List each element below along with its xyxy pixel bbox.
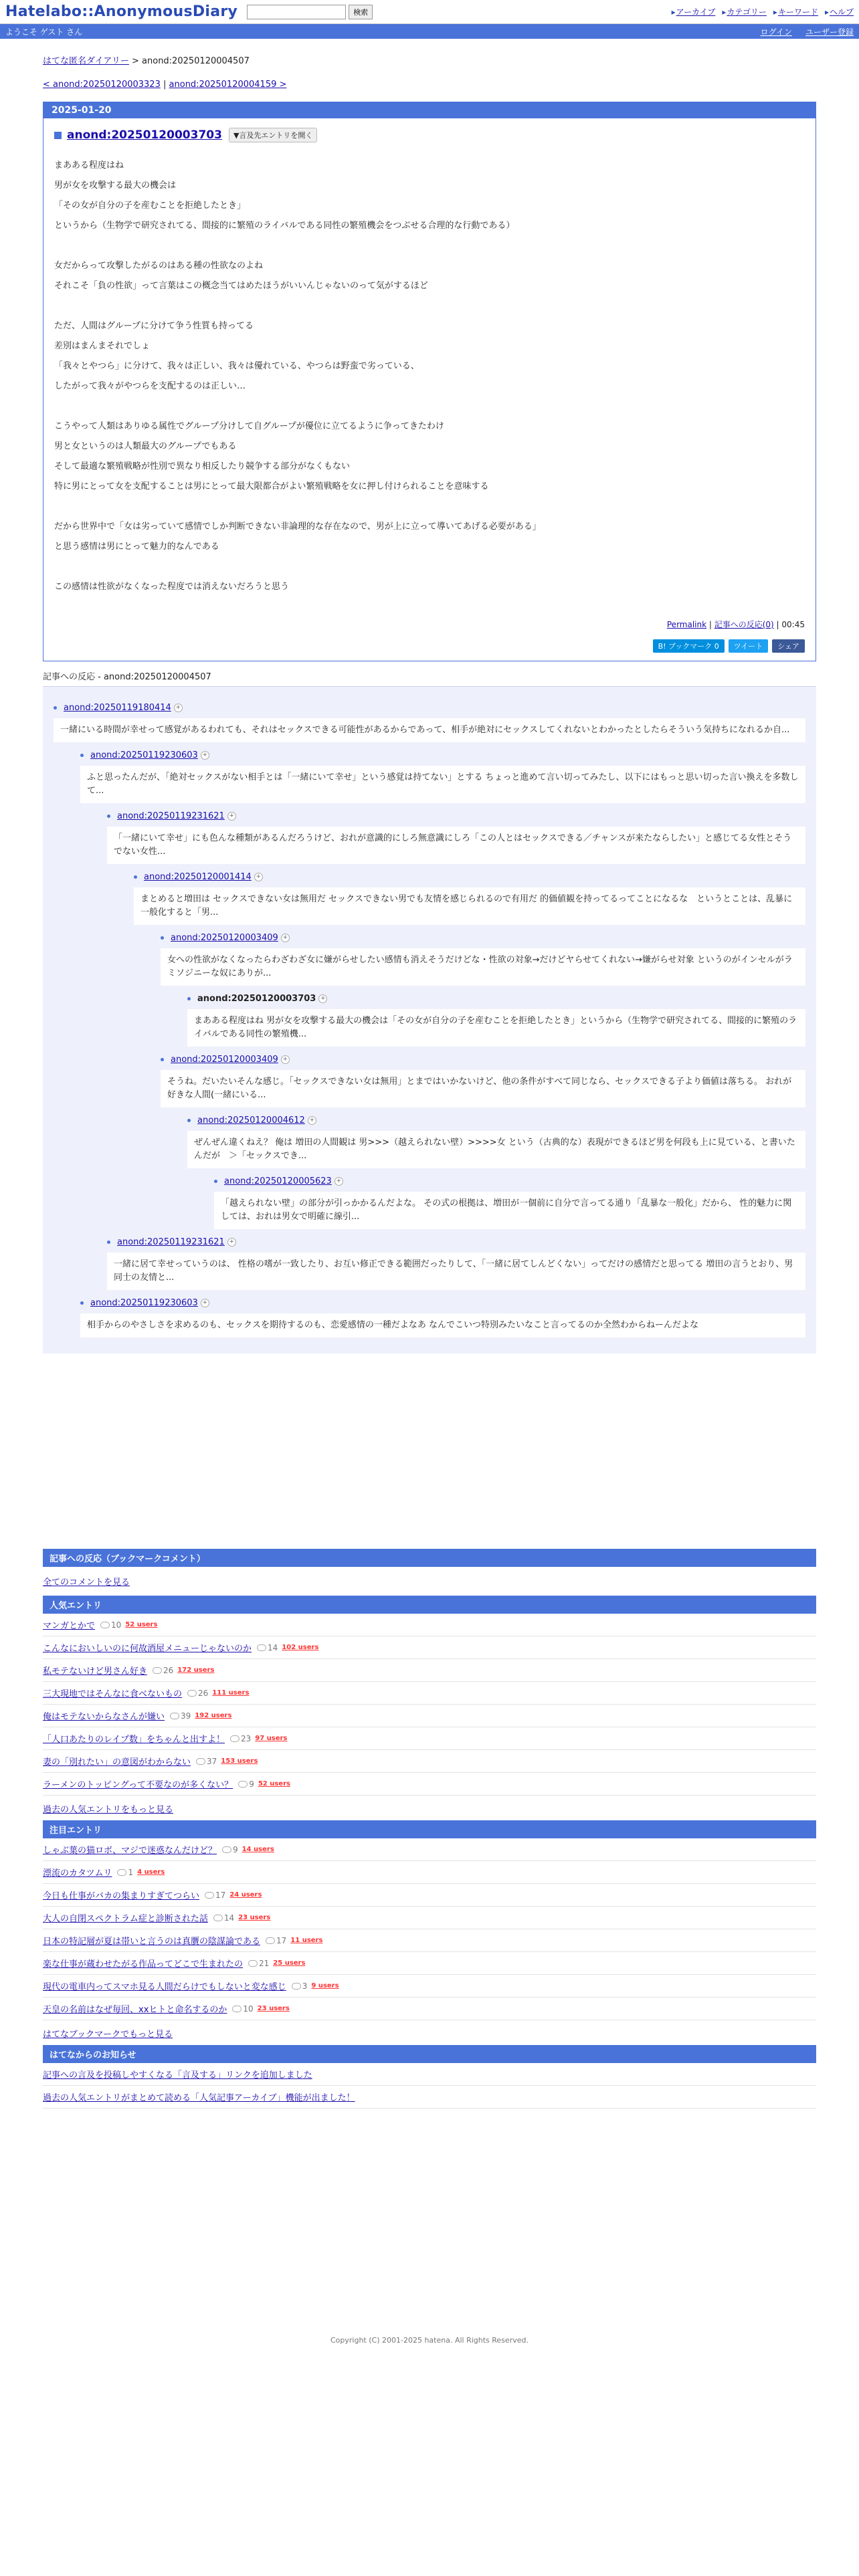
entry-date: 2025-01-20 <box>43 102 816 118</box>
footer: Copyright (C) 2001-2025 hatena. All Rights Reserved. <box>330 2336 529 2345</box>
nav-keyword[interactable]: ▸ キーワード <box>773 6 818 17</box>
hatena-bookmark-button[interactable]: B! ブックマーク 0 <box>653 639 725 653</box>
reaction-excerpt: ふと思ったんだが、「絶対セックスがない相手とは「一緒にいて幸せ」という感覚は持てない」とする ちょっと進めて言い切ってみたし、以下にはもっと思い切った言い換えを多数して... <box>80 766 805 803</box>
entry-link[interactable]: こんなにおいしいのに何故酒屋メニューじゃないのか <box>43 1644 252 1654</box>
open-reference-button[interactable]: ▼言及先エントリを開く <box>229 128 317 142</box>
comment-count <box>205 1891 225 1900</box>
bullet-icon <box>54 706 57 710</box>
reaction-excerpt: 「一緒にいて幸せ」にも色んな種類があるんだろうけど、おれが意識的にしろ無意識にしろ「この人とはセックスできる／チャンスが来たならしたい」と感じてる女性とそうでない女性... <box>107 827 805 864</box>
entry-line: というから（生物学で研究されてる、間接的に繁殖のライバルである同性の繁殖機会をつぶせる合理的な行動である） <box>54 221 515 231</box>
header-nav <box>672 6 854 17</box>
bullet-icon <box>214 1180 217 1183</box>
entry-link[interactable]: 私モテないけど男さん好き <box>43 1667 148 1677</box>
comment-icon <box>205 1892 214 1899</box>
comment-icon <box>238 1781 248 1788</box>
bullet-icon <box>80 1301 84 1305</box>
main-content <box>43 53 816 2472</box>
list-item <box>43 1659 816 1682</box>
expand-icon[interactable]: + <box>281 1055 290 1064</box>
welcome-text: ようこそ ゲスト さん <box>5 27 83 37</box>
popular-title: 人気エントリ <box>43 1596 816 1614</box>
entry-link[interactable]: 俺はモテないからなさんが嫌い <box>43 1712 165 1722</box>
reactions-tree <box>43 687 816 1354</box>
search-input[interactable] <box>247 5 346 19</box>
entry-box <box>43 102 816 661</box>
entry-line <box>54 557 805 577</box>
entry-link[interactable]: 「人口あたりのレイプ数」をちゃんと出すよ！ <box>43 1735 225 1745</box>
comment-number: 9 <box>249 1779 254 1789</box>
comment-icon <box>100 1622 110 1628</box>
list-item <box>43 1750 816 1773</box>
permalink[interactable]: Permalink <box>666 620 707 629</box>
bullet-icon <box>161 1058 164 1061</box>
expand-icon[interactable]: + <box>174 704 183 712</box>
comment-count <box>196 1757 217 1766</box>
register-link[interactable]: ユーザー登録 <box>805 27 854 37</box>
list-item <box>43 1952 816 1975</box>
expand-icon[interactable]: + <box>227 812 236 821</box>
list-item <box>43 1998 816 2020</box>
comment-number: 39 <box>181 1711 191 1721</box>
entry-line <box>54 296 805 316</box>
reaction-link[interactable]: anond:20250120004612 <box>197 1115 305 1125</box>
comment-icon <box>153 1667 162 1674</box>
comment-count <box>153 1666 173 1675</box>
reaction-node <box>161 933 805 986</box>
users-badge[interactable]: 11 users <box>290 1937 323 1944</box>
reaction-node <box>187 1115 805 1168</box>
entry-line: 「その女が自分の子を産むことを拒絶したとき」 <box>54 201 246 211</box>
bullet-icon <box>161 936 164 940</box>
comment-icon <box>266 1937 275 1944</box>
users-badge[interactable]: 153 users <box>221 1757 258 1765</box>
prev-next-sep: | <box>163 80 167 90</box>
entry-line: それこそ「負の性欲」って言葉はこの概念当てはめたほうがいいんじゃないのって気がするほど <box>54 281 428 291</box>
entry-meta: Permalink | 記事への反応(0) | 00:45 <box>666 620 805 629</box>
nav-category[interactable]: ▸ カテゴリー <box>722 6 767 17</box>
entry-link[interactable]: 現代の電車内ってスマホ見る人間だらけでもしないと変な感じ <box>43 1982 286 1992</box>
comment-number: 14 <box>268 1642 278 1652</box>
expand-icon[interactable]: + <box>254 873 263 881</box>
comment-icon <box>187 1690 197 1697</box>
users-badge[interactable]: 52 users <box>258 1780 290 1788</box>
reaction-node <box>107 1237 805 1290</box>
list-item <box>43 1773 816 1796</box>
comment-number: 1 <box>128 1867 134 1877</box>
entry-line <box>54 236 805 256</box>
comment-number: 23 <box>240 1733 252 1743</box>
entry-line: まあある程度はね <box>54 160 124 171</box>
list-item <box>43 1861 816 1884</box>
reaction-head <box>107 811 805 821</box>
login-link[interactable]: ログイン <box>760 27 792 37</box>
reactions-link[interactable]: 記事への反応(0) <box>714 620 774 629</box>
featured-title: 注目エントリ <box>43 1820 816 1838</box>
comment-count <box>266 1936 286 1945</box>
popular-more-link[interactable]: 過去の人気エントリをもっと見る <box>43 1805 174 1815</box>
reaction-link[interactable]: anond:20250119230603 <box>90 750 198 760</box>
reaction-head <box>187 994 805 1004</box>
entry-link[interactable]: マンガとかで <box>43 1621 96 1631</box>
reaction-head <box>134 872 805 882</box>
breadcrumb-current: anond:20250120004507 <box>142 56 250 66</box>
share-row <box>54 639 805 653</box>
notice-list <box>43 2063 816 2109</box>
entry-link[interactable]: 大人の自閉スペクトラム症と診断された話 <box>43 1914 208 1924</box>
comment-count <box>238 1780 254 1789</box>
comment-number: 14 <box>223 1913 235 1923</box>
entry-link[interactable]: 三大現地ではそんなに食べないもの <box>43 1689 183 1699</box>
list-item <box>43 1682 816 1705</box>
reaction-link[interactable]: anond:20250119230603 <box>90 1298 198 1308</box>
entry-link[interactable]: 日本の特記層が夏は帯いと言うのは真贋の陰謀論である <box>43 1937 261 1947</box>
reaction-node <box>107 811 805 864</box>
entry-line: 「我々とやつら」に分けて、我々は正しい、我々は優れている、やつらは野蛮で劣っている、 <box>54 361 419 371</box>
list-item <box>43 1705 816 1727</box>
comment-number: 26 <box>198 1688 209 1698</box>
reaction-excerpt: ぜんぜん違くねえ？ 俺は 増田の人間観は 男>>>（越えられない壁）>>>>女 という（古典的な）表現ができるほど男を何段も上に見ている、と書いたんだが ＞「セックスでき... <box>187 1131 805 1168</box>
comment-count <box>257 1643 278 1652</box>
featured-list <box>43 1838 816 2020</box>
reaction-node <box>54 703 805 742</box>
comment-icon <box>222 1846 231 1853</box>
next-entry-link[interactable]: anond:20250120004159 > <box>169 80 287 90</box>
comment-count <box>100 1620 121 1630</box>
expand-icon[interactable]: + <box>227 1238 236 1247</box>
comment-icon <box>196 1758 205 1765</box>
notice-title: はてなからのお知らせ <box>43 2045 816 2063</box>
expand-icon[interactable]: + <box>308 1116 316 1125</box>
entry-line: と思う感情は男にとって魅力的なんである <box>54 542 219 552</box>
expand-icon[interactable]: + <box>318 994 327 1003</box>
expand-icon[interactable]: + <box>201 1299 209 1307</box>
list-item <box>43 1727 816 1750</box>
reaction-link[interactable]: anond:20250119231621 <box>117 1237 225 1247</box>
entry-line <box>54 497 805 517</box>
featured-more-link[interactable]: はてなブックマークでもっと見る <box>43 2030 173 2040</box>
entry-line: ただ、人間はグループに分けて争う性質も持ってる <box>54 321 254 331</box>
comment-count <box>292 1981 308 1991</box>
reaction-head <box>107 1237 805 1247</box>
reaction-head <box>214 1176 805 1186</box>
list-item <box>43 1929 816 1952</box>
expand-icon[interactable]: + <box>201 751 209 760</box>
reaction-excerpt: そうね。だいたいそんな感じ。「セックスできない女は無用」とまではいかないけど、他の条件がすべて同じなら、セックスできる子より価値は落ちる。 おれが好きな人間(一緒にいる... <box>161 1070 805 1107</box>
comment-icon <box>230 1735 240 1742</box>
comment-number: 17 <box>215 1890 226 1900</box>
welcome-bar <box>0 24 859 39</box>
users-badge[interactable]: 111 users <box>212 1689 250 1697</box>
list-item <box>43 1975 816 1998</box>
users-badge[interactable]: 14 users <box>242 1846 274 1853</box>
comment-icon <box>170 1713 179 1719</box>
comment-count <box>213 1913 234 1923</box>
entry-line: 差別はまんまそれでしょ <box>54 341 151 351</box>
entry-title-row <box>54 128 805 142</box>
comment-count <box>232 2004 253 2014</box>
comment-number: 26 <box>163 1665 174 1675</box>
bullet-icon <box>134 875 137 879</box>
comment-icon <box>213 1915 223 1921</box>
reaction-node <box>134 872 805 925</box>
notice-link[interactable]: 過去の人気エントリがまとめて読める「人気記事アーカイブ」機能が出ました！ <box>43 2093 355 2103</box>
entry-link[interactable]: ラーメンのトッピングって不要なのが多くない？ <box>43 1780 233 1790</box>
reaction-node <box>161 1055 805 1107</box>
comment-icon <box>292 1983 301 1990</box>
reaction-head <box>161 933 805 943</box>
users-badge[interactable]: 97 users <box>255 1735 288 1742</box>
users-badge[interactable]: 9 users <box>311 1982 339 1990</box>
comment-count <box>222 1845 238 1854</box>
comment-count <box>187 1689 208 1698</box>
breadcrumb-sep: > <box>131 56 139 66</box>
prev-entry-link[interactable]: < anond:20250120003323 <box>43 80 161 90</box>
comment-number: 17 <box>276 1935 287 1945</box>
expand-icon[interactable]: + <box>335 1177 343 1186</box>
bullet-icon <box>187 1119 191 1122</box>
users-badge[interactable]: 192 users <box>195 1712 232 1719</box>
comment-count <box>117 1868 133 1877</box>
bullet-icon <box>107 1241 110 1244</box>
reaction-excerpt: まとめると増田は セックスできない女は無用だ セックスできない男でも友情を感じられるので有用だ 的価値観を持ってるってことになるな というとことは、乱暴に一般化すると「男... <box>134 887 805 925</box>
reaction-head <box>80 1298 805 1308</box>
reaction-head <box>187 1115 805 1125</box>
all-comments-link[interactable]: 全てのコメントを見る <box>43 1578 130 1588</box>
entry-link[interactable]: 楽な仕事が蔵わせたがる作品ってどこで生まれたの <box>43 1959 244 1969</box>
reaction-head <box>80 750 805 760</box>
facebook-share-button[interactable]: シェア <box>772 639 805 653</box>
list-item <box>43 1636 816 1659</box>
reaction-link[interactable]: anond:20250119231621 <box>117 811 225 821</box>
reaction-excerpt: 一緒にいる時間が幸せって感覚があるわれても、それはセックスできる可能性があるからであって、相手が絶対にセックスしてくれないとわかったとしたらそういう気持ちになれるか自... <box>54 718 805 742</box>
comment-number: 37 <box>207 1756 217 1766</box>
entry-line: 男が女を攻撃する最大の機会は <box>54 181 177 191</box>
entry-time: 00:45 <box>781 620 805 629</box>
entry-line: 女だからって攻撃したがるのはある種の性欲なのよね <box>54 261 264 271</box>
site-logo[interactable]: Hatelabo::AnonymousDiary <box>5 3 238 20</box>
reaction-node <box>80 750 805 803</box>
comment-number: 3 <box>302 1981 308 1991</box>
list-item <box>43 1614 816 1636</box>
bookmark-section-title: 記事への反応（ブックマークコメント） <box>43 1549 816 1567</box>
comment-count <box>170 1711 191 1721</box>
breadcrumb <box>43 53 816 66</box>
reaction-excerpt: 一緒に居て幸せっていうのは、 性格の嗜が一致したり、お互い修正できる範囲だったりして、「一緒に居てしんどくない」ってだけの感情だと思ってる 増田の言うとおり、男同士の友情と... <box>107 1253 805 1290</box>
comment-number: 9 <box>233 1844 238 1854</box>
comment-icon <box>257 1644 266 1651</box>
search-button[interactable]: 検索 <box>349 5 373 19</box>
entry-line: 特に男にとって女を支配することは男にとって最大限都合がよい繁殖戦略を女に押し付けられることを意味する <box>54 481 489 492</box>
list-item <box>43 1838 816 1861</box>
comment-number: 10 <box>243 2004 254 2014</box>
reaction-head <box>161 1055 805 1065</box>
entry-link[interactable]: 天皇の名前はなぜ毎回、xxヒトと命名するのか <box>43 2005 227 2015</box>
notice-item <box>43 2063 816 2086</box>
entry-line: 男と女というのは人類最大のグループでもある <box>54 441 237 451</box>
bullet-icon <box>107 815 110 818</box>
comment-number: 21 <box>259 1958 270 1968</box>
users-badge[interactable]: 23 users <box>238 1914 271 1921</box>
expand-icon[interactable]: + <box>281 934 290 942</box>
list-item <box>43 1884 816 1907</box>
users-badge[interactable]: 52 users <box>125 1621 158 1628</box>
reaction-link[interactable]: anond:20250120003409 <box>171 1055 278 1065</box>
reaction-link[interactable]: anond:20250119180414 <box>64 703 171 713</box>
nav-archive[interactable]: ▸ アーカイブ <box>672 6 716 17</box>
entry-title[interactable]: anond:20250120003703 <box>67 128 222 142</box>
users-badge[interactable]: 102 users <box>282 1644 319 1651</box>
comment-icon <box>232 2006 242 2012</box>
list-item <box>43 1907 816 1929</box>
entry-link[interactable]: 漂流のカタツムリ <box>43 1868 112 1879</box>
users-badge[interactable]: 25 users <box>273 1959 306 1967</box>
entry-link[interactable]: しゃぶ葉の猫ロボ、マジで迷惑なんだけど？ <box>43 1846 217 1856</box>
reaction-excerpt: 女への性欲がなくなったらわざわざ女に嫌がらせしたい感情も消えそうだけどな・性欲の対象→だけどヤらせてくれない→嫌がらせ対象 というのがインセルがラミソジニーな奴にありが... <box>161 948 805 986</box>
reaction-excerpt: まあある程度はね 男が女を攻撃する最大の機会は「その女が自分の子を産むことを拒絶したとき」というから（生物学で研究されてる、間接的に繁殖のライバルである同性の繁殖機... <box>187 1009 805 1047</box>
square-icon <box>54 132 62 139</box>
reaction-excerpt: 「越えられない壁」の部分が引っかかるんだよな。 その式の根拠は、増田が一個前に自分で言ってる通り「乱暴な一般化」だから、 性的魅力に関しては、おれは男女で明確に線引... <box>214 1192 805 1229</box>
nav-help[interactable]: ▸ ヘルプ <box>825 6 854 17</box>
entry-text <box>54 156 805 597</box>
header <box>0 0 859 24</box>
entry-line: したがって我々がやつらを支配するのは正しい… <box>54 381 246 391</box>
entry-line: こうやって人類はありゆる属性でグループ分けして自グループが優位に立てるように争ってきたわけ <box>54 421 444 431</box>
comment-count <box>248 1959 269 1968</box>
comment-icon <box>117 1869 126 1876</box>
reaction-link[interactable]: anond:20250120001414 <box>144 872 252 882</box>
users-badge[interactable]: 23 users <box>257 2005 290 2012</box>
breadcrumb-home[interactable]: はてな匿名ダイアリー <box>43 56 129 66</box>
entry-line: そして最適な繁殖戦略が性別で異なり相反したり競争する部分がなくもない <box>54 461 351 471</box>
reaction-link: anond:20250120003703 <box>197 994 316 1004</box>
bullet-icon <box>187 997 191 1000</box>
notice-item <box>43 2086 816 2109</box>
users-badge[interactable]: 172 users <box>177 1667 215 1674</box>
reaction-head <box>54 703 805 713</box>
prev-next-nav <box>43 80 816 90</box>
tweet-button[interactable]: ツイート <box>729 639 768 653</box>
entry-line <box>54 397 805 417</box>
reaction-excerpt: 相手からのやさしさを求めるのも、セックスを期待するのも、恋愛感情の一種だよなあ なんでこいつ特別みたいなこと言ってるのか全然わからねーんだよな <box>80 1313 805 1337</box>
users-badge[interactable]: 24 users <box>229 1891 262 1899</box>
bullet-icon <box>80 754 84 757</box>
popular-list <box>43 1614 816 1796</box>
reaction-node <box>187 994 805 1047</box>
reaction-node <box>80 1298 805 1337</box>
entry-link[interactable]: 妻の「別れたい」の意図がわからない <box>43 1757 191 1767</box>
reaction-link[interactable]: anond:20250120003409 <box>171 933 278 943</box>
reactions-title: 記事への反応 - anond:20250120004507 <box>43 669 816 687</box>
entry-line: この感情は性欲がなくなった程度では消えないだろうと思う <box>54 582 290 592</box>
entry-link[interactable]: 今日も仕事がバカの集まりすぎてつらい <box>43 1891 200 1901</box>
reaction-node <box>214 1176 805 1229</box>
comment-icon <box>248 1960 258 1967</box>
notice-link[interactable]: 記事への言及を投稿しやすくなる「言及する」リンクを追加しました <box>43 2070 312 2080</box>
comment-number: 10 <box>111 1620 122 1630</box>
users-badge[interactable]: 4 users <box>137 1868 165 1876</box>
entry-line: だから世界中で「女は劣っていて感情でしか判断できない非論理的な存在なので、男が上に立って導いてあげる必要がある」 <box>54 522 541 532</box>
reaction-link[interactable]: anond:20250120005623 <box>224 1176 332 1186</box>
comment-count <box>230 1734 251 1743</box>
